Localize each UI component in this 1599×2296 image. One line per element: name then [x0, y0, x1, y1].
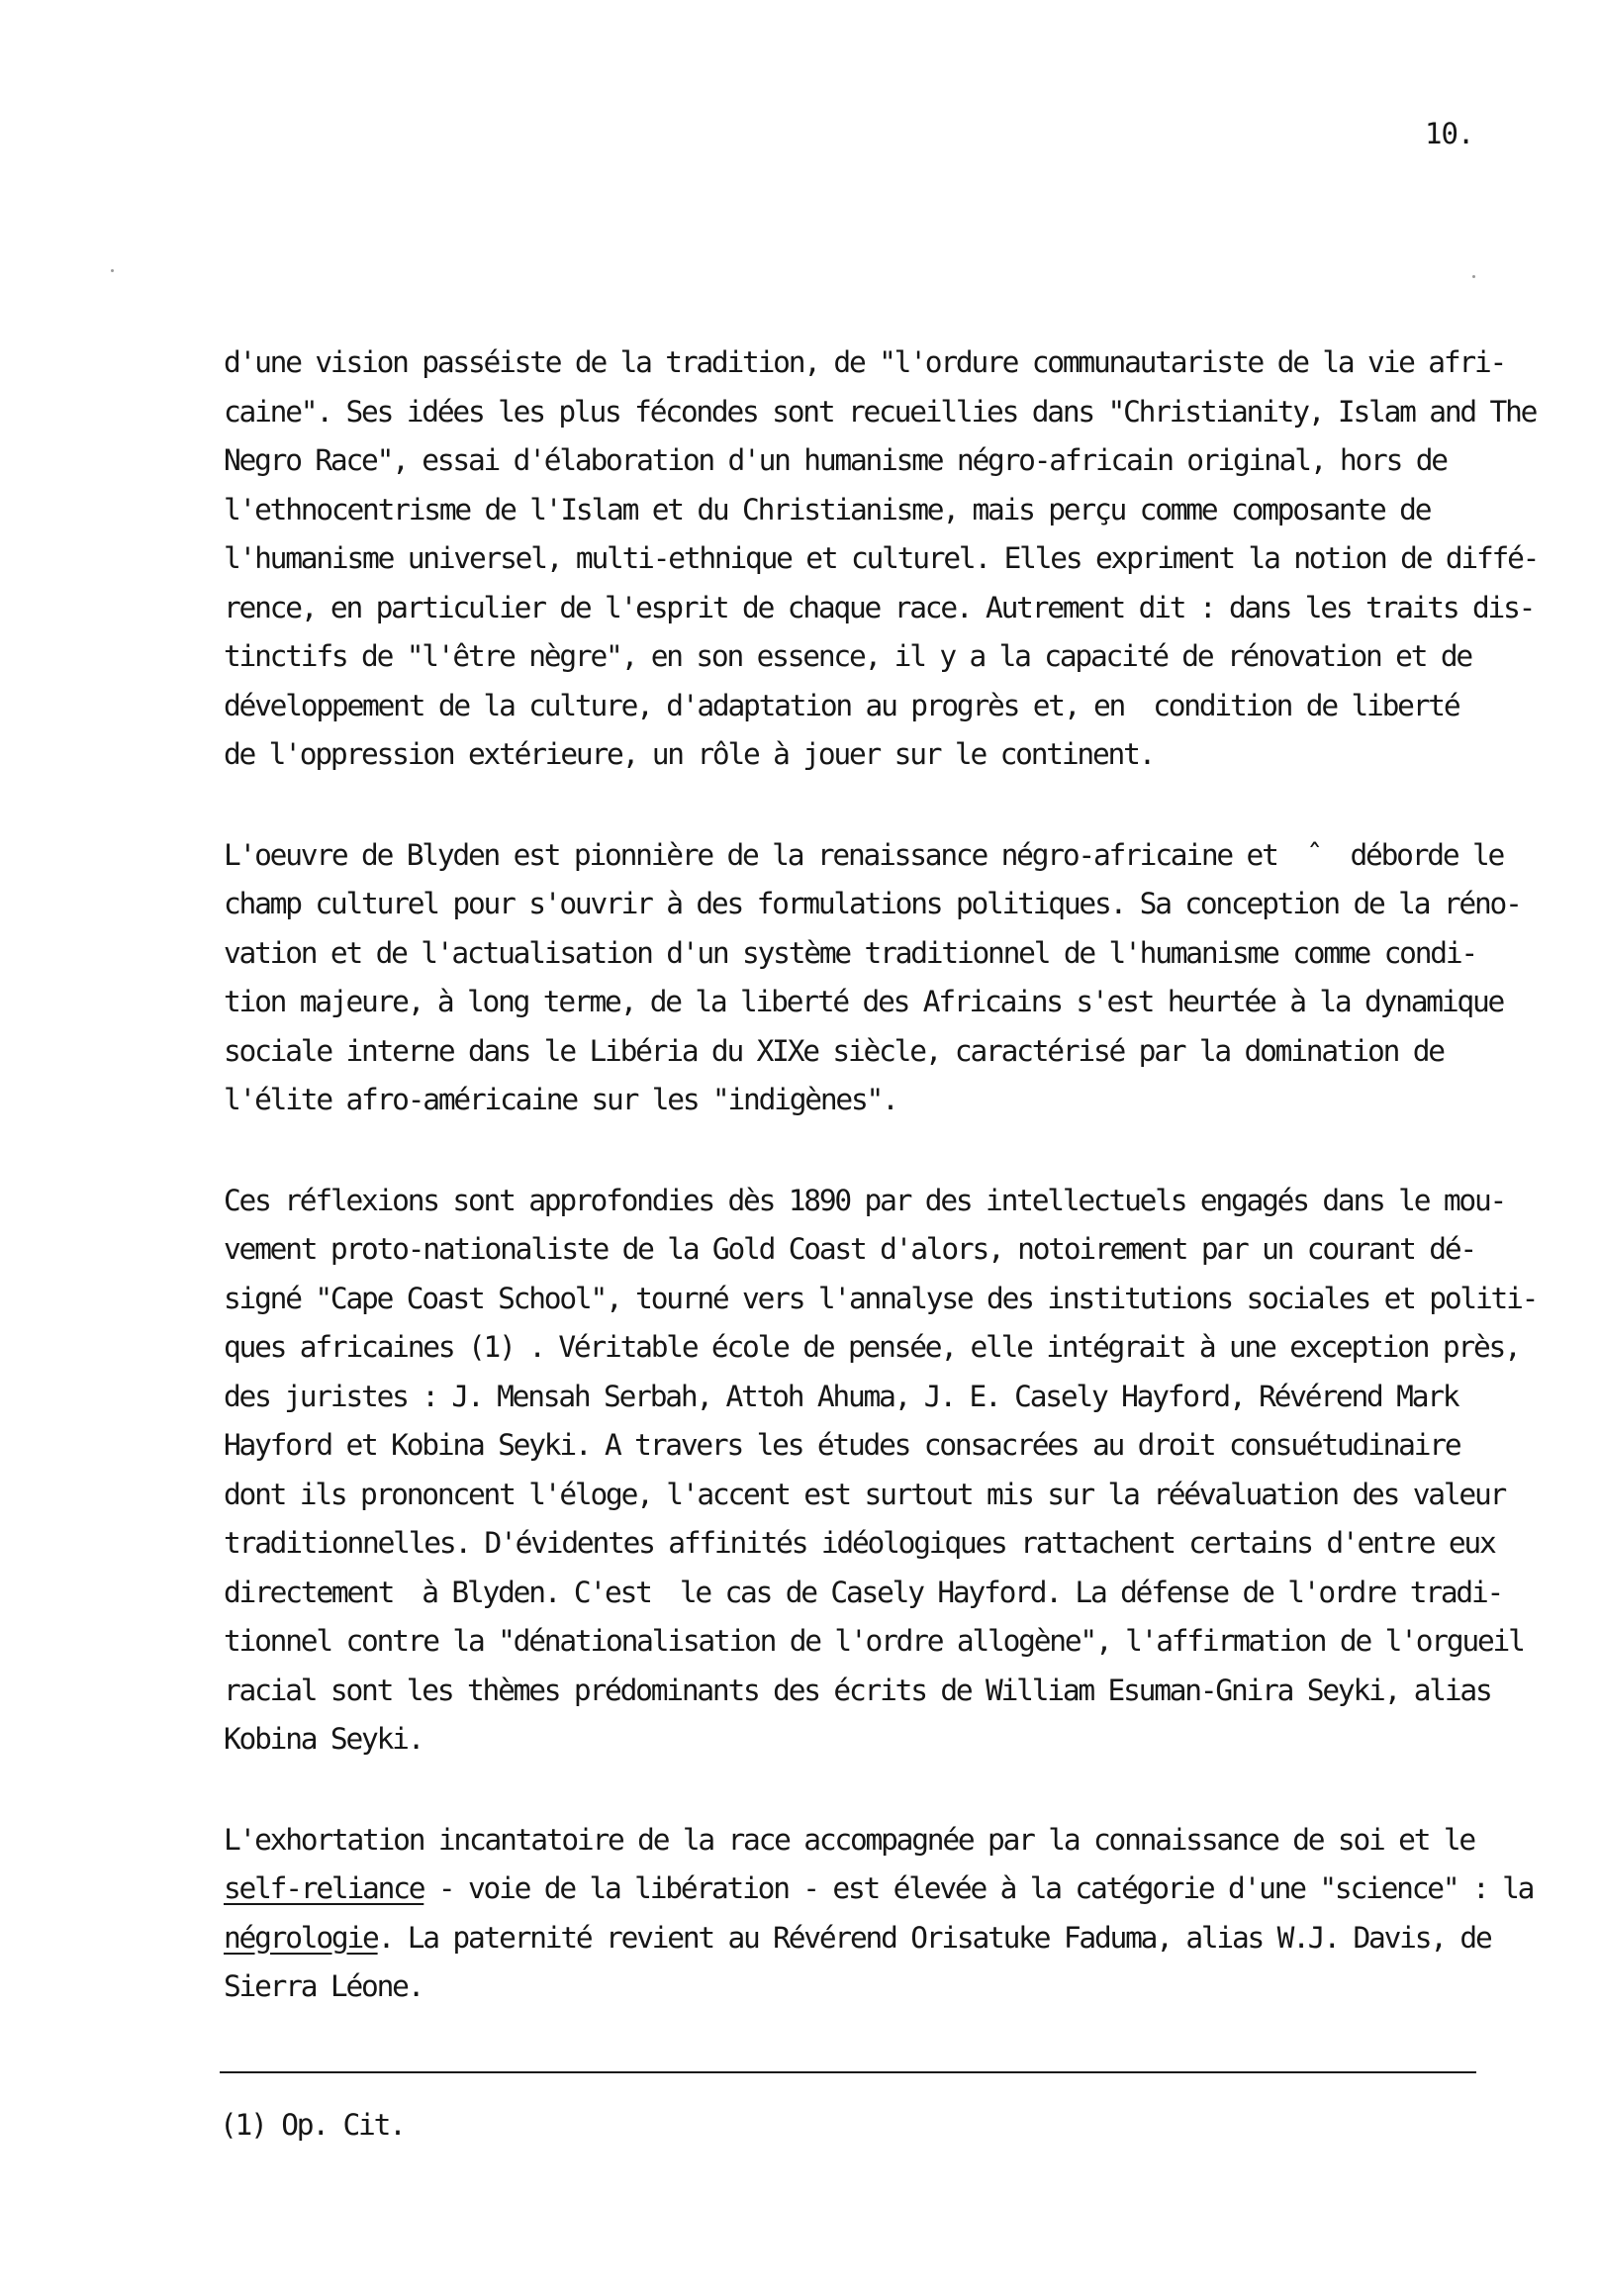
text-line — [224, 338, 1540, 388]
text-segment: d'une vision passéiste de la tradition, de "l'ordure communautariste de la vie afri- — [224, 345, 1506, 379]
scan-speck — [1472, 275, 1475, 278]
footnote: (1) Op. Cit. — [220, 2108, 405, 2142]
text-line — [224, 682, 1540, 731]
text-line — [224, 388, 1540, 437]
paragraph — [224, 1816, 1540, 2012]
text-line — [224, 1569, 1540, 1618]
text-segment: Sierra Léone. — [224, 1969, 423, 2003]
text-segment: Ces réflexions sont approfondies dès 1890 par des intellectuels engagés dans le mou- — [224, 1183, 1506, 1217]
paragraph — [224, 1177, 1540, 1765]
text-line — [224, 730, 1540, 780]
text-line — [224, 1225, 1540, 1275]
page-number: 10. — [1425, 117, 1474, 150]
text-line — [224, 1865, 1540, 1914]
text-line — [224, 1667, 1540, 1716]
text-segment: directement à Blyden. C'est le cas de Casely Hayford. La défense de l'ordre tradi- — [224, 1575, 1503, 1609]
document-body — [224, 338, 1540, 2063]
text-segment: Kobina Seyki. — [224, 1722, 423, 1756]
text-segment: tinctifs de "l'être nègre", en son essence, il y a la capacité de rénovation et de — [224, 639, 1471, 673]
paragraph — [224, 831, 1540, 1125]
text-segment: l'humanisme universel, multi-ethnique et culturel. Elles expriment la notion de diffé- — [224, 541, 1539, 575]
underlined-term: self-reliance — [224, 1871, 424, 1905]
underlined-term: négrologie — [224, 1920, 378, 1955]
text-line — [224, 584, 1540, 633]
text-segment: signé "Cape Coast School", tourné vers l'annalyse des institutions sociales et politi- — [224, 1281, 1538, 1315]
text-segment: - voie de la libération - est élevée à la catégorie d'une "science" : la — [423, 1871, 1534, 1905]
text-segment: . La paternité revient au Révérend Orisatuke Faduma, alias W.J. Davis, de — [377, 1920, 1491, 1955]
text-line — [224, 1816, 1540, 1866]
footnote-separator — [220, 2071, 1476, 2073]
text-segment: racial sont les thèmes prédominants des écrits de William Esuman-Gnira Seyki, alias — [224, 1673, 1491, 1707]
text-line — [224, 831, 1540, 881]
text-line — [224, 1519, 1540, 1569]
text-line — [224, 1323, 1540, 1373]
text-line — [224, 436, 1540, 486]
text-segment: tionnel contre la "dénationalisation de l'ordre allogène", l'affirmation de l'orgueil — [224, 1624, 1524, 1658]
text-segment: L'oeuvre de Blyden est pionnière de la renaissance négro-africaine et ˆ déborde le — [224, 837, 1504, 872]
text-segment: caine". Ses idées les plus fécondes sont recueillies dans "Christianity, Islam and The — [224, 394, 1537, 429]
text-segment: ques africaines (1) . Véritable école de pensée, elle intégrait à une exception près, — [224, 1330, 1520, 1364]
text-line — [224, 1373, 1540, 1422]
text-segment: traditionnelles. D'évidentes affinités idéologiques rattachent certains d'entre eux — [224, 1526, 1495, 1560]
text-line — [224, 1076, 1540, 1125]
text-segment: L'exhortation incantatoire de la race accompagnée par la connaissance de soi et le — [224, 1822, 1474, 1857]
text-segment: Hayford et Kobina Seyki. A travers les études consacrées au droit consuétudinaire — [224, 1428, 1460, 1462]
text-line — [224, 486, 1540, 535]
text-line — [224, 1471, 1540, 1520]
text-segment: rence, en particulier de l'esprit de chaque race. Autrement dit : dans les traits dis- — [224, 590, 1535, 624]
text-segment: de l'oppression extérieure, un rôle à jouer sur le continent. — [224, 737, 1155, 771]
text-line — [224, 632, 1540, 682]
text-segment: dont ils prononcent l'éloge, l'accent est surtout mis sur la réévaluation des valeur — [224, 1477, 1506, 1511]
text-segment: sociale interne dans le Libéria du XIXe siècle, caractérisé par la domination de — [224, 1033, 1444, 1068]
text-line — [224, 1421, 1540, 1471]
text-segment: Negro Race", essai d'élaboration d'un humanisme négro-africain original, hors de — [224, 443, 1447, 477]
text-segment: des juristes : J. Mensah Serbah, Attoh Ahuma, J. E. Casely Hayford, Révérend Mark — [224, 1379, 1458, 1413]
paragraph — [224, 338, 1540, 780]
text-line — [224, 1617, 1540, 1667]
text-line — [224, 929, 1540, 979]
text-line — [224, 1027, 1540, 1077]
text-line — [224, 1914, 1540, 1963]
text-segment: champ culturel pour s'ouvrir à des formulations politiques. Sa conception de la réno- — [224, 887, 1521, 920]
text-line — [224, 1962, 1540, 2012]
text-line — [224, 1275, 1540, 1324]
text-line — [224, 1715, 1540, 1765]
text-line — [224, 978, 1540, 1027]
text-segment: tion majeure, à long terme, de la liberté des Africains s'est heurtée à la dynamique — [224, 985, 1504, 1018]
text-line — [224, 1177, 1540, 1226]
text-segment: l'élite afro-américaine sur les "indigènes". — [224, 1083, 897, 1116]
text-segment: vation et de l'actualisation d'un système traditionnel de l'humanisme comme condi- — [224, 935, 1476, 970]
text-line — [224, 534, 1540, 584]
text-segment: développement de la culture, d'adaptation au progrès et, en condition de liberté — [224, 688, 1459, 722]
text-segment: vement proto-nationaliste de la Gold Coast d'alors, notoirement par un courant dé- — [224, 1232, 1475, 1266]
text-segment: l'ethnocentrisme de l'Islam et du Christianisme, mais perçu comme composante de — [224, 492, 1431, 526]
scan-speck — [111, 269, 114, 272]
text-line — [224, 880, 1540, 929]
